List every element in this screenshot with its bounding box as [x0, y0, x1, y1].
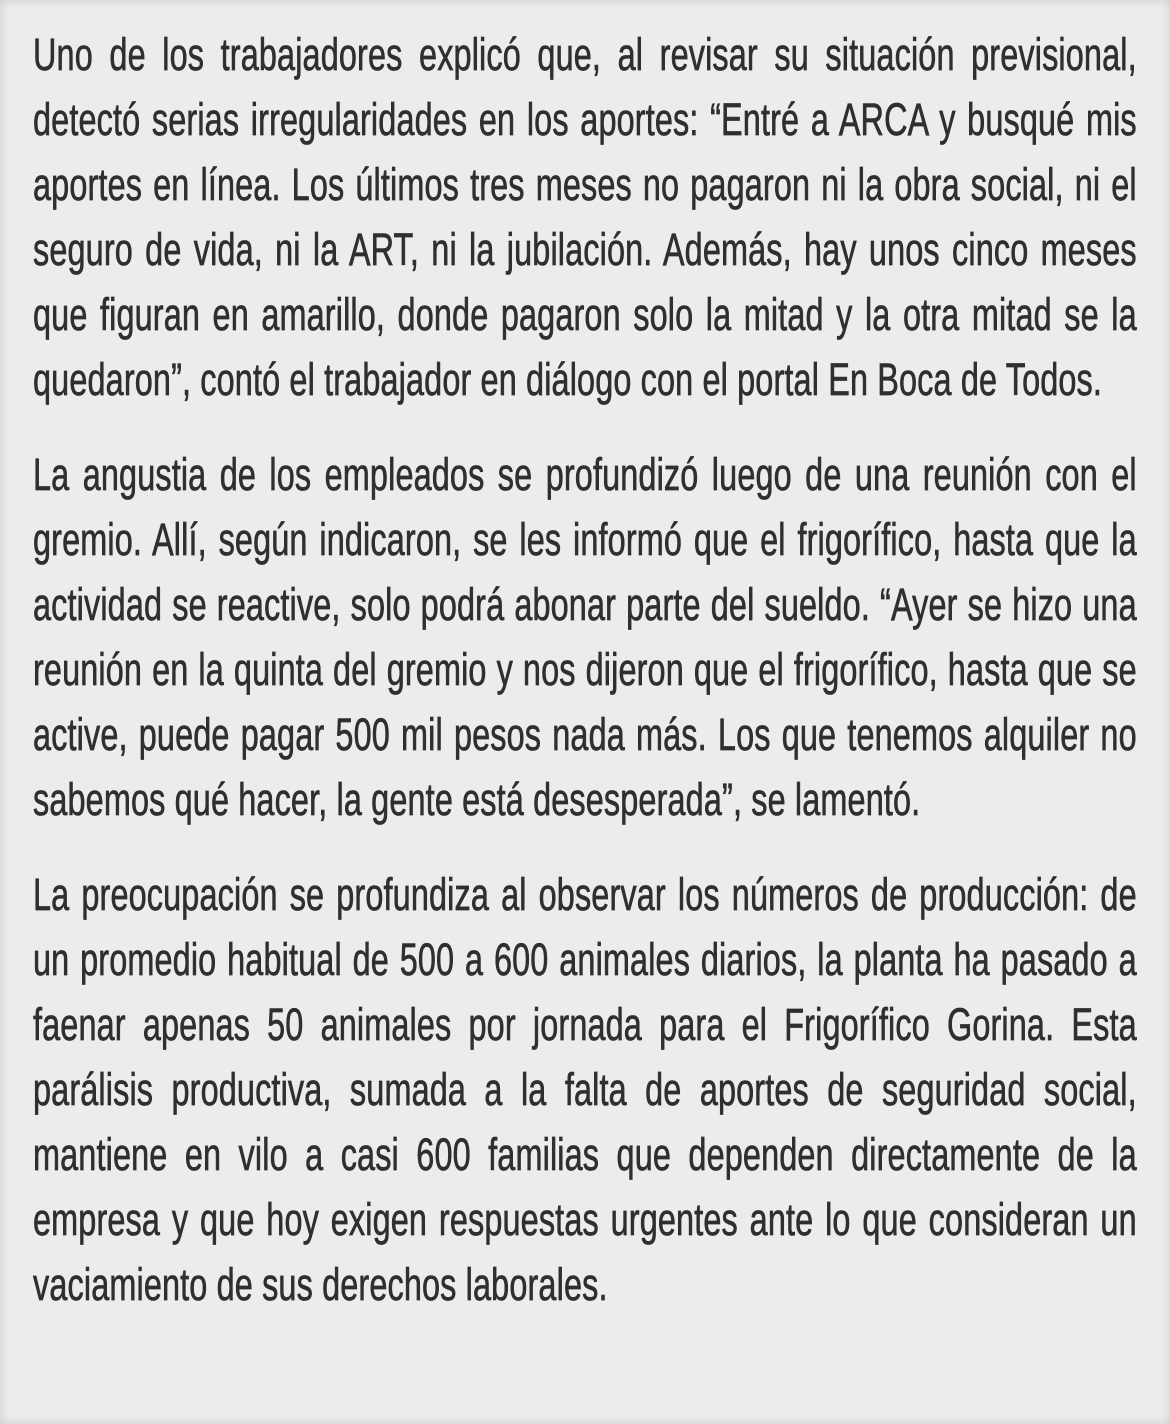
paragraph-production-numbers: La preocupación se profundiza al observar los números de producción: de un promedio habitual de 500 a 600 animales diarios, la planta ha pasado a faenar apenas 50 animales por jornada para el Frigorífico Gorina. Esta parálisis productiva, sumada a la falta de aportes de seguridad social, mantiene en vilo a casi 600 familias que dependen directamente de la empresa y que hoy exigen respuestas urgentes ante lo que consideran un vaciamiento de sus derechos laborales. — [33, 869, 1137, 1310]
paragraph-worker-quote: Uno de los trabajadores explicó que, al revisar su situación previsional, detectó serias irregularidades en los aportes: “Entré a ARCA y busqué mis aportes en línea. Los últimos tres meses no pagaron ni la obra social, ni el seguro de vida, ni la ART, ni la jubilación. Además, hay unos cinco meses que figuran en amarillo, donde pagaron solo la mitad y la otra mitad se la quedaron”, contó el trabajador en diálogo con el portal En Boca de Todos. — [33, 29, 1137, 405]
paragraph-union-meeting: La angustia de los empleados se profundizó luego de una reunión con el gremio. Allí, según indicaron, se les informó que el frigorífico, hasta que la actividad se reactive, solo podrá abonar parte del sueldo. “Ayer se hizo una reunión en la quinta del gremio y nos dijeron que el frigorífico, hasta que se active, puede pagar 500 mil pesos nada más. Los que tenemos alquiler no sabemos qué hacer, la gente está desesperada”, se lamentó. — [33, 449, 1137, 825]
article-text-block — [33, 22, 1137, 1317]
